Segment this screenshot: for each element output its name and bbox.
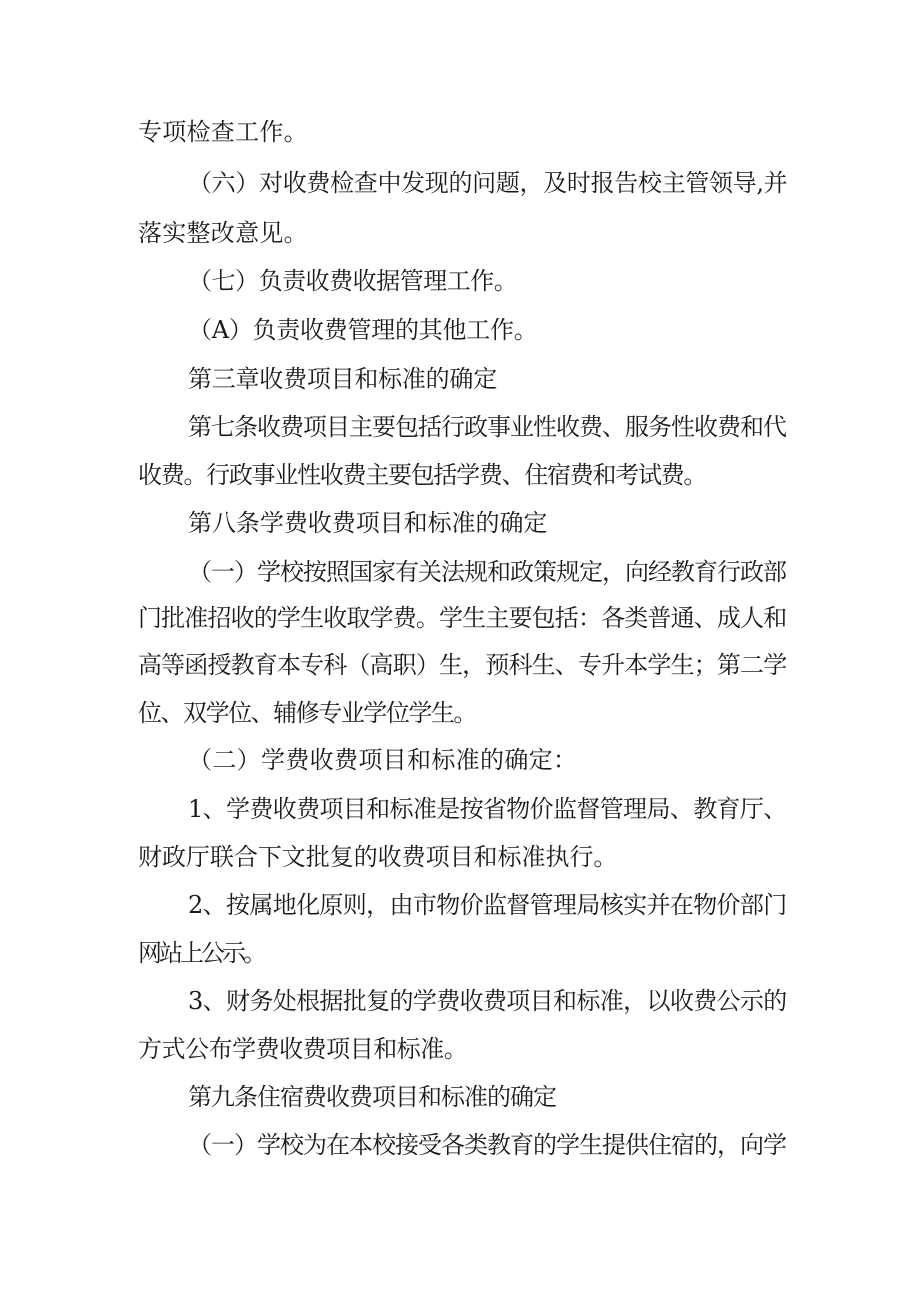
text-line: 高等函授教育本专科（高职）生，预科生、专升本学生；第二学 <box>138 651 787 679</box>
text-line: 收费。行政事业性收费主要包括学费、住宿费和考试费。 <box>138 461 707 489</box>
text-line: 门批准招收的学生收取学费。学生主要包括：各类普通、成人和 <box>138 604 787 632</box>
text-line: （一）学校按照国家有关法规和政策规定，向经教育行政部 <box>188 558 786 586</box>
text-line: 财政厅联合下文批复的收费项目和标准执行。 <box>138 843 618 871</box>
text-line: 第七条收费项目主要包括行政事业性收费、服务性收费和代 <box>188 413 786 441</box>
text-line: 位、双学位、辅修专业学位学生。 <box>138 699 476 727</box>
article-heading: 第八条学费收费项目和标准的确定 <box>188 509 548 537</box>
text-line: （一）学校为在本校接受各类教育的学生提供住宿的，向学 <box>188 1131 786 1159</box>
text-line: 方式公布学费收费项目和标准。 <box>138 1035 468 1063</box>
text-line: 2、按属地化原则，由市物价监督管理局核实并在物价部门 <box>188 891 787 919</box>
text-line: 3、财务处根据批复的学费收费项目和标准，以收费公示的 <box>188 987 787 1015</box>
text-line: （二）学费收费项目和标准的确定： <box>188 746 578 774</box>
text-line: 落实整改意见。 <box>138 219 308 247</box>
text-line: （六）对收费检查中发现的问题，及时报告校主管领导,并 <box>188 169 788 197</box>
text-line: 网站上公示。 <box>138 939 264 967</box>
text-line: 1、学费收费项目和标准是按省物价监督管理局、教育厅、 <box>188 795 787 823</box>
text-line: 专项检查工作。 <box>138 118 308 146</box>
text-line: （七）负责收费收据管理工作。 <box>188 267 518 295</box>
text-line: （A）负责收费管理的其他工作。 <box>188 316 538 344</box>
article-heading: 第九条住宿费收费项目和标准的确定 <box>188 1083 556 1111</box>
chapter-heading: 第三章收费项目和标准的确定 <box>188 365 497 393</box>
